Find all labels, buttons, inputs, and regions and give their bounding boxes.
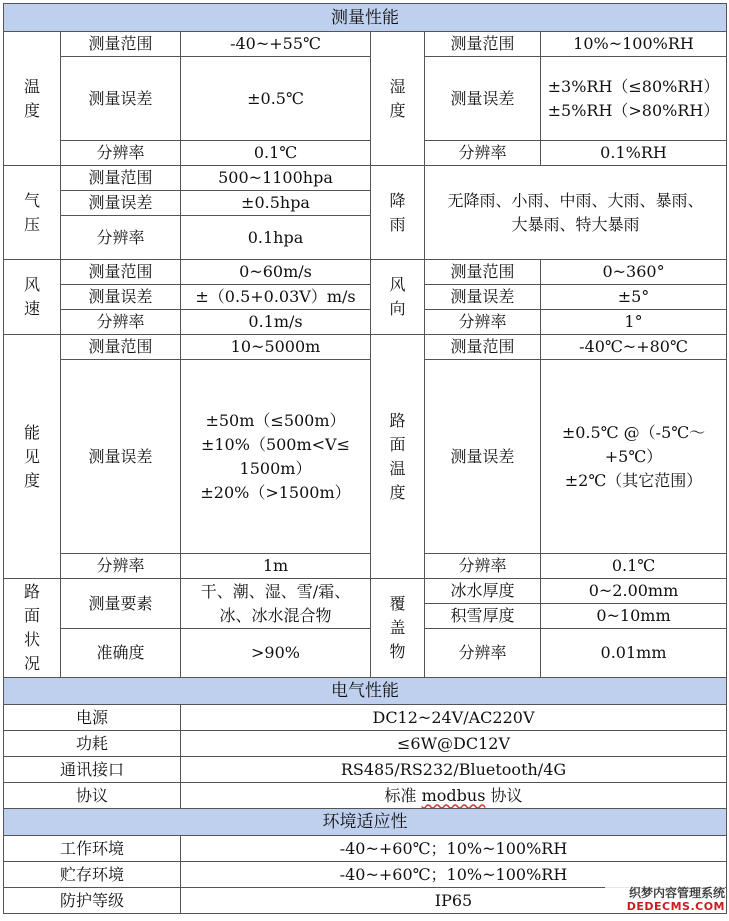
protection-value: IP65	[181, 888, 727, 914]
watermark	[605, 887, 725, 913]
wind-speed-range: 0~60m/s	[181, 260, 371, 285]
interface-label: 通讯接口	[4, 757, 181, 783]
pressure-error: ±0.5hpa	[181, 191, 371, 216]
road-temp-range-label: 测量范围	[425, 335, 541, 360]
pressure-range: 500~1100hpa	[181, 166, 371, 191]
power-value: DC12~24V/AC220V	[181, 705, 727, 731]
road-temp-error: ±0.5℃ @（-5℃～ +5℃） ±2℃（其它范围）	[541, 360, 727, 554]
wind-speed-res: 0.1m/s	[181, 310, 371, 335]
wind-dir-res: 1°	[541, 310, 727, 335]
storage-env-label: 贮存环境	[4, 862, 181, 888]
section-header-measure: 测量性能	[4, 4, 727, 32]
humidity-res-label: 分辨率	[425, 141, 541, 166]
cover-res: 0.01mm	[541, 629, 727, 678]
wind-dir-name: 风 向	[371, 260, 425, 335]
protocol-word: modbus	[421, 785, 486, 805]
rain-name: 降 雨	[371, 166, 425, 260]
road-state-elems: 干、潮、湿、雪/霜、 冰、冰水混合物	[181, 579, 371, 629]
road-state-acc: >90%	[181, 629, 371, 678]
wind-dir-range-label: 测量范围	[425, 260, 541, 285]
pressure-error-label: 测量误差	[61, 191, 181, 216]
visibility-error-label: 测量误差	[61, 360, 181, 554]
protocol-value: 标准 modbus 协议	[181, 783, 727, 809]
cover-ice: 0~2.00mm	[541, 579, 727, 604]
rain-values: 无降雨、小雨、中雨、大雨、暴雨、 大暴雨、特大暴雨	[425, 166, 727, 260]
cover-snow-label: 积雪厚度	[425, 604, 541, 629]
visibility-error: ±50m（≤500m） ±10%（500m<V≤ 1500m） ±20%（>1500m）	[181, 360, 371, 554]
wind-dir-res-label: 分辨率	[425, 310, 541, 335]
storage-env-value: -40~+60℃；10%~100%RH	[181, 862, 727, 888]
road-state-elem-label: 测量要素	[61, 579, 181, 629]
wind-speed-error-label: 测量误差	[61, 285, 181, 310]
section-header-environment: 环境适应性	[4, 809, 727, 836]
cover-name: 覆 盖 物	[371, 579, 425, 678]
wind-dir-range: 0~360°	[541, 260, 727, 285]
temperature-res: 0.1℃	[181, 141, 371, 166]
watermark-line1: 织梦内容管理系统	[628, 886, 725, 900]
wind-speed-range-label: 测量范围	[61, 260, 181, 285]
road-temp-res: 0.1℃	[541, 554, 727, 579]
wind-dir-error: ±5°	[541, 285, 727, 310]
humidity-res: 0.1%RH	[541, 141, 727, 166]
humidity-range-label: 测量范围	[425, 32, 541, 57]
power-label: 电源	[4, 705, 181, 731]
humidity-range: 10%~100%RH	[541, 32, 727, 57]
wind-dir-error-label: 测量误差	[425, 285, 541, 310]
wind-speed-name: 风 速	[4, 260, 61, 335]
section-header-electrical: 电气性能	[4, 678, 727, 705]
protection-label: 防护等级	[4, 888, 181, 914]
consumption-label: 功耗	[4, 731, 181, 757]
consumption-value: ≤6W@DC12V	[181, 731, 727, 757]
work-env-label: 工作环境	[4, 836, 181, 862]
pressure-range-label: 测量范围	[61, 166, 181, 191]
watermark-line2: DEDECMS.COM	[626, 900, 725, 913]
cover-res-label: 分辨率	[425, 629, 541, 678]
pressure-res: 0.1hpa	[181, 216, 371, 260]
visibility-range: 10~5000m	[181, 335, 371, 360]
road-temp-res-label: 分辨率	[425, 554, 541, 579]
humidity-error-label: 测量误差	[425, 57, 541, 141]
temperature-error: ±0.5℃	[181, 57, 371, 141]
wind-speed-res-label: 分辨率	[61, 310, 181, 335]
temperature-range: -40~+55℃	[181, 32, 371, 57]
visibility-name: 能 见 度	[4, 335, 61, 579]
visibility-res: 1m	[181, 554, 371, 579]
temperature-res-label: 分辨率	[61, 141, 181, 166]
work-env-value: -40~+60℃；10%~100%RH	[181, 836, 727, 862]
temperature-error-label: 测量误差	[61, 57, 181, 141]
visibility-res-label: 分辨率	[61, 554, 181, 579]
wind-speed-error: ±（0.5+0.03V）m/s	[181, 285, 371, 310]
road-temp-name: 路 面 温 度	[371, 335, 425, 579]
road-temp-range: -40℃~+80℃	[541, 335, 727, 360]
humidity-error: ±3%RH（≤80%RH） ±5%RH（>80%RH）	[541, 57, 727, 141]
temperature-range-label: 测量范围	[61, 32, 181, 57]
pressure-res-label: 分辨率	[61, 216, 181, 260]
interface-value: RS485/RS232/Bluetooth/4G	[181, 757, 727, 783]
road-temp-error-label: 测量误差	[425, 360, 541, 554]
pressure-name: 气 压	[4, 166, 61, 260]
temperature-name: 温 度	[4, 32, 61, 166]
cover-ice-label: 冰水厚度	[425, 579, 541, 604]
road-state-name: 路 面 状 况	[4, 579, 61, 678]
protocol-label: 协议	[4, 783, 181, 809]
road-state-acc-label: 准确度	[61, 629, 181, 678]
humidity-name: 湿 度	[371, 32, 425, 166]
cover-snow: 0~10mm	[541, 604, 727, 629]
spec-table	[3, 3, 727, 914]
visibility-range-label: 测量范围	[61, 335, 181, 360]
